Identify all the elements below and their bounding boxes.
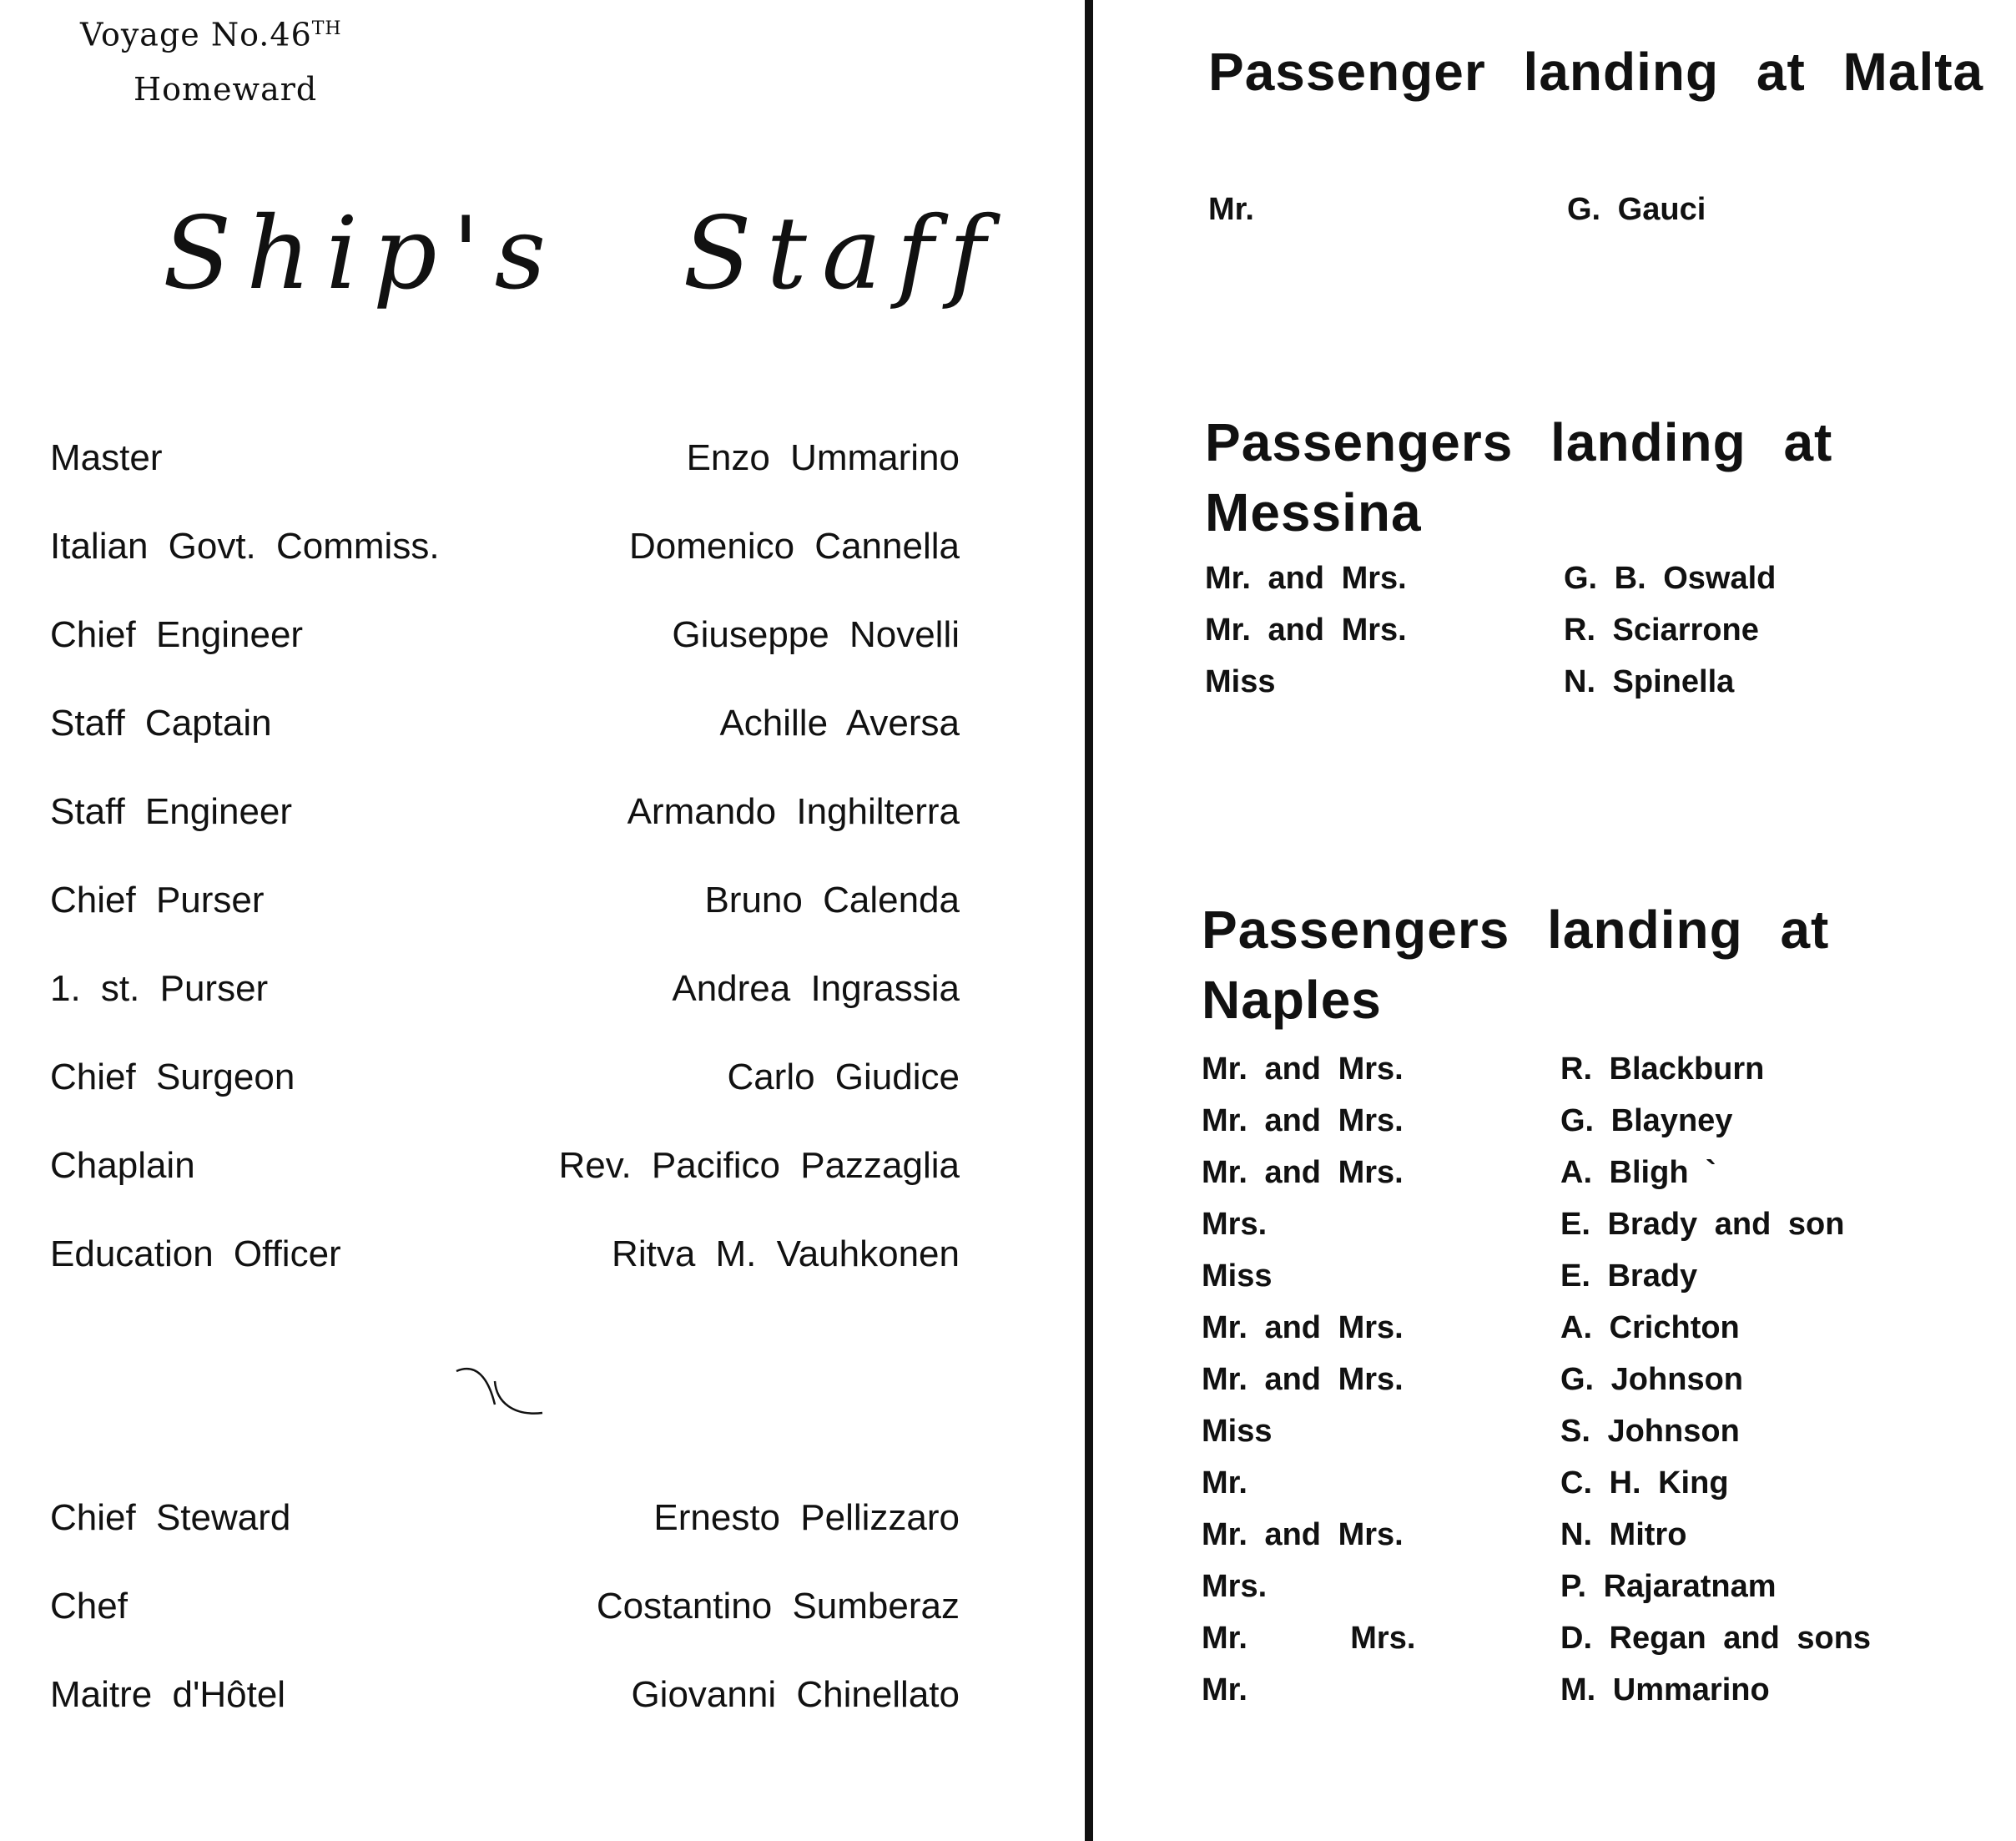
passenger-row [1202, 1302, 1953, 1354]
naples-passenger-list [1202, 1043, 1953, 1716]
passenger-name: G. Blayney [1560, 1103, 1733, 1138]
staff-role: Chief Surgeon [50, 1057, 295, 1097]
passenger-name: E. Brady and son [1560, 1207, 1845, 1242]
staff-name: Bruno Calenda [704, 880, 960, 920]
passenger-name: N. Mitro [1560, 1517, 1687, 1552]
passenger-name: A. Bligh ` [1560, 1155, 1716, 1190]
messina-passenger-list [1205, 552, 1956, 708]
staff-name: Ritva M. Vauhkonen [612, 1233, 960, 1274]
staff-row [50, 1490, 960, 1579]
staff-name: Andrea Ingrassia [672, 968, 960, 1009]
staff-name: Rev. Pacifico Pazzaglia [558, 1145, 960, 1186]
voyage-suffix: TH [311, 18, 342, 39]
right-page [1100, 0, 2016, 1841]
passenger-title: Mr. [1202, 1465, 1247, 1501]
staff-role: Staff Engineer [50, 791, 293, 832]
passenger-row [1202, 1250, 1953, 1302]
staff-role: Maitre d'Hôtel [50, 1674, 286, 1715]
staff-role: Chief Steward [50, 1497, 291, 1538]
naples-heading: Passengers landing at Naples [1202, 900, 1830, 1030]
passenger-title: Miss [1202, 1414, 1273, 1449]
passenger-name: P. Rajaratnam [1560, 1569, 1777, 1604]
staff-row [50, 608, 960, 696]
page-divider [1085, 0, 1093, 1841]
passenger-name: S. Johnson [1560, 1414, 1740, 1449]
passenger-title: Mr. [1202, 1672, 1247, 1707]
passenger-name: R. Blackburn [1560, 1052, 1765, 1087]
passenger-row [1202, 1664, 1953, 1716]
malta-heading: Passenger landing at Malta [1208, 42, 1984, 102]
passenger-title: Mr. and Mrs. [1202, 1517, 1404, 1552]
staff-role: Chief Purser [50, 880, 265, 920]
staff-role: Italian Govt. Commiss. [50, 526, 440, 567]
staff-name: Giovanni Chinellato [631, 1674, 960, 1715]
passenger-title: Miss [1205, 664, 1276, 699]
passenger-title: Mr. and Mrs. [1202, 1310, 1404, 1345]
staff-name: Costantino Sumberaz [596, 1586, 960, 1627]
staff-role: 1. st. Purser [50, 968, 269, 1009]
voyage-direction: Homeward [134, 71, 318, 108]
passenger-row [1202, 1612, 1953, 1664]
passenger-row [1208, 184, 1959, 235]
staff-name: Giuseppe Novelli [672, 614, 960, 655]
passenger-name: C. H. King [1560, 1465, 1729, 1501]
passenger-row [1205, 604, 1956, 656]
passenger-row [1202, 1043, 1953, 1095]
staff-list [50, 431, 960, 1315]
page-title: Ship's Staff [163, 196, 1001, 312]
passenger-name: R. Sciarrone [1564, 613, 1759, 648]
staff-row [50, 1138, 960, 1227]
passenger-row [1202, 1147, 1953, 1198]
staff-name: Ernesto Pellizzaro [653, 1497, 960, 1538]
staff-row [50, 873, 960, 961]
passenger-row [1202, 1561, 1953, 1612]
staff-row [50, 1227, 960, 1315]
voyage-number: Voyage No.46TH [80, 16, 342, 53]
passenger-row [1202, 1457, 1953, 1509]
passenger-row [1202, 1198, 1953, 1250]
passenger-row [1202, 1354, 1953, 1405]
passenger-name: N. Spinella [1564, 664, 1735, 699]
staff-role: Chief Engineer [50, 614, 304, 655]
staff-name: Carlo Giudice [727, 1057, 960, 1097]
staff-name: Armando Inghilterra [627, 791, 960, 832]
staff-name: Enzo Ummarino [686, 437, 960, 478]
passenger-title: Mr. and Mrs. [1202, 1052, 1404, 1087]
staff-role: Master [50, 437, 163, 478]
passenger-row [1205, 656, 1956, 708]
staff-role: Education Officer [50, 1233, 341, 1274]
passenger-row [1202, 1405, 1953, 1457]
staff-row [50, 519, 960, 608]
staff-row [50, 961, 960, 1050]
staff-row [50, 1050, 960, 1138]
passenger-name: D. Regan and sons [1560, 1621, 1872, 1656]
staff-list-lower [50, 1490, 960, 1756]
passenger-name: E. Brady [1560, 1258, 1698, 1294]
passenger-title: Mr. and Mrs. [1205, 613, 1407, 648]
staff-row [50, 1667, 960, 1756]
passenger-title: Mr. Mrs. [1202, 1621, 1416, 1656]
passenger-row [1202, 1509, 1953, 1561]
passenger-title: Mrs. [1202, 1207, 1268, 1242]
staff-role: Chef [50, 1586, 128, 1627]
staff-row [50, 696, 960, 784]
passenger-title: Mr. and Mrs. [1205, 561, 1407, 596]
passenger-title: Mr. and Mrs. [1202, 1155, 1404, 1190]
staff-name: Achille Aversa [719, 703, 960, 744]
passenger-row [1202, 1095, 1953, 1147]
passenger-name: G. Gauci [1567, 192, 1706, 227]
passenger-title: Mr. and Mrs. [1202, 1362, 1404, 1397]
staff-role: Staff Captain [50, 703, 272, 744]
passenger-name: G. Johnson [1560, 1362, 1743, 1397]
staff-role: Chaplain [50, 1145, 195, 1186]
staff-name: Domenico Cannella [629, 526, 960, 567]
staff-row [50, 784, 960, 873]
staff-row [50, 1579, 960, 1667]
passenger-title: Mrs. [1202, 1569, 1268, 1604]
passenger-title: Miss [1202, 1258, 1273, 1294]
ornament-flourish [455, 1356, 547, 1419]
malta-passenger-list [1208, 184, 1959, 235]
passenger-name: G. B. Oswald [1564, 561, 1777, 596]
passenger-name: A. Crichton [1560, 1310, 1740, 1345]
passenger-row [1205, 552, 1956, 604]
passenger-title: Mr. [1208, 192, 1254, 227]
staff-row [50, 431, 960, 519]
passenger-name: M. Ummarino [1560, 1672, 1770, 1707]
messina-heading: Passengers landing at Messina [1205, 412, 1833, 542]
passenger-title: Mr. and Mrs. [1202, 1103, 1404, 1138]
